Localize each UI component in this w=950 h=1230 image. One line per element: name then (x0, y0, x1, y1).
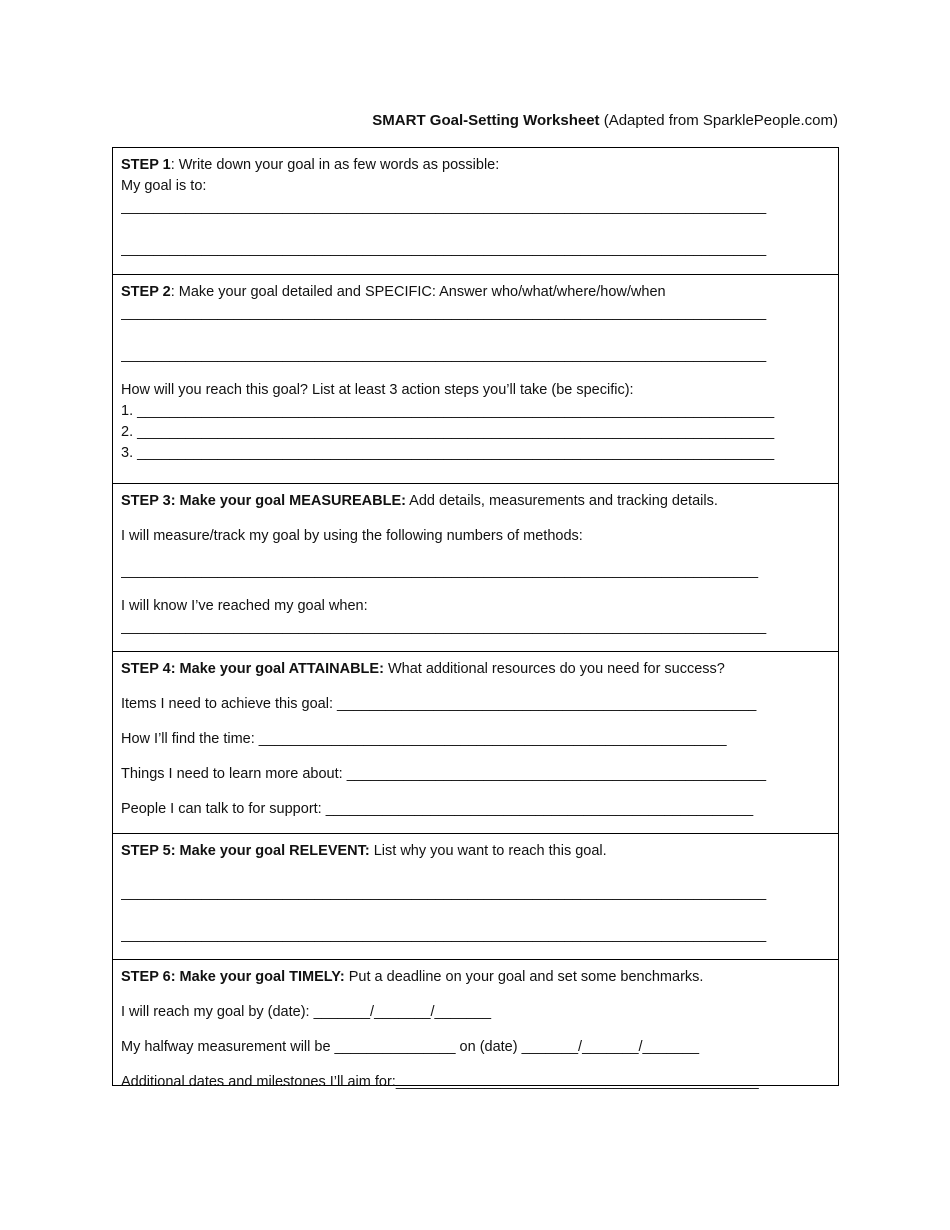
step-1-section (113, 148, 838, 274)
step-2-heading (121, 282, 830, 303)
learn-more-field[interactable]: Things I need to learn more about: ____________________________________________________ (121, 766, 767, 782)
step-6-heading (121, 967, 830, 988)
title-bold: SMART Goal-Setting Worksheet (372, 112, 600, 129)
know-prompt: I will know I’ve reached my goal when: (121, 598, 368, 614)
know-line[interactable]: ________________________________________________________________________________ (121, 619, 767, 635)
step-6-section (113, 959, 838, 1090)
specific-line-2[interactable]: ________________________________________________________________________________ (121, 347, 767, 363)
milestones-field[interactable]: Additional dates and milestones I’ll aim for:_____________________________________________ (121, 1074, 759, 1090)
reach-by-date-field[interactable]: I will reach my goal by (date): _______/_______/_______ (121, 1004, 492, 1020)
step-2-section (113, 274, 838, 483)
worksheet-table (112, 147, 839, 1090)
step-6-label: STEP 6: Make your goal TIMELY: (121, 969, 345, 985)
step-5-heading (121, 841, 830, 862)
step-5-label: STEP 5: Make your goal RELEVENT: (121, 843, 370, 859)
specific-line-1[interactable]: ________________________________________________________________________________ (121, 305, 767, 321)
step-4-label: STEP 4: Make your goal ATTAINABLE: (121, 661, 384, 677)
step-4-instruction: What additional resources do you need for success? (383, 661, 725, 677)
step-4-heading (121, 659, 830, 680)
step-6-instruction: Put a deadline on your goal and set some benchmarks. (344, 969, 704, 985)
action-step-2[interactable]: 2. _______________________________________________________________________________ (121, 424, 775, 440)
relevant-line-2[interactable]: ________________________________________________________________________________ (121, 927, 767, 943)
step-1-heading (121, 155, 830, 176)
step-2-instruction: : Make your goal detailed and SPECIFIC: Answer who/what/where/how/when (170, 284, 666, 300)
worksheet-title (372, 112, 838, 129)
goal-label: My goal is to: (121, 178, 207, 194)
step-5-instruction: List why you want to reach this goal. (369, 843, 607, 859)
halfway-measurement-field[interactable]: My halfway measurement will be _______________ on (date) _______/_______/_______ (121, 1039, 700, 1055)
step-1-instruction: : Write down your goal in as few words as possible: (170, 157, 500, 173)
action-step-3[interactable]: 3. _______________________________________________________________________________ (121, 445, 775, 461)
measure-line[interactable]: _______________________________________________________________________________ (121, 563, 759, 579)
goal-line-1[interactable]: ________________________________________________________________________________ (121, 199, 767, 215)
step-3-section (113, 483, 838, 651)
step-5-section (113, 833, 838, 959)
step-4-section (113, 651, 838, 833)
measure-prompt: I will measure/track my goal by using the following numbers of methods: (121, 528, 583, 544)
title-source: (Adapted from SparklePeople.com) (599, 112, 838, 129)
action-step-1[interactable]: 1. _______________________________________________________________________________ (121, 403, 775, 419)
relevant-line-1[interactable]: ________________________________________________________________________________ (121, 885, 767, 901)
step-3-heading (121, 491, 830, 512)
step-2-label: STEP 2 (121, 284, 171, 300)
step-3-label: STEP 3: Make your goal MEASUREABLE: (121, 493, 406, 509)
support-people-field[interactable]: People I can talk to for support: _____________________________________________________ (121, 801, 754, 817)
step-3-instruction: Add details, measurements and tracking details. (405, 493, 718, 509)
step-1-label: STEP 1 (121, 157, 171, 173)
find-time-field[interactable]: How I’ll find the time: __________________________________________________________ (121, 731, 727, 747)
goal-line-2[interactable]: ________________________________________________________________________________ (121, 241, 767, 257)
action-steps-prompt: How will you reach this goal? List at least 3 action steps you’ll take (be specific): (121, 382, 634, 398)
items-needed-field[interactable]: Items I need to achieve this goal: ____________________________________________________ (121, 696, 757, 712)
